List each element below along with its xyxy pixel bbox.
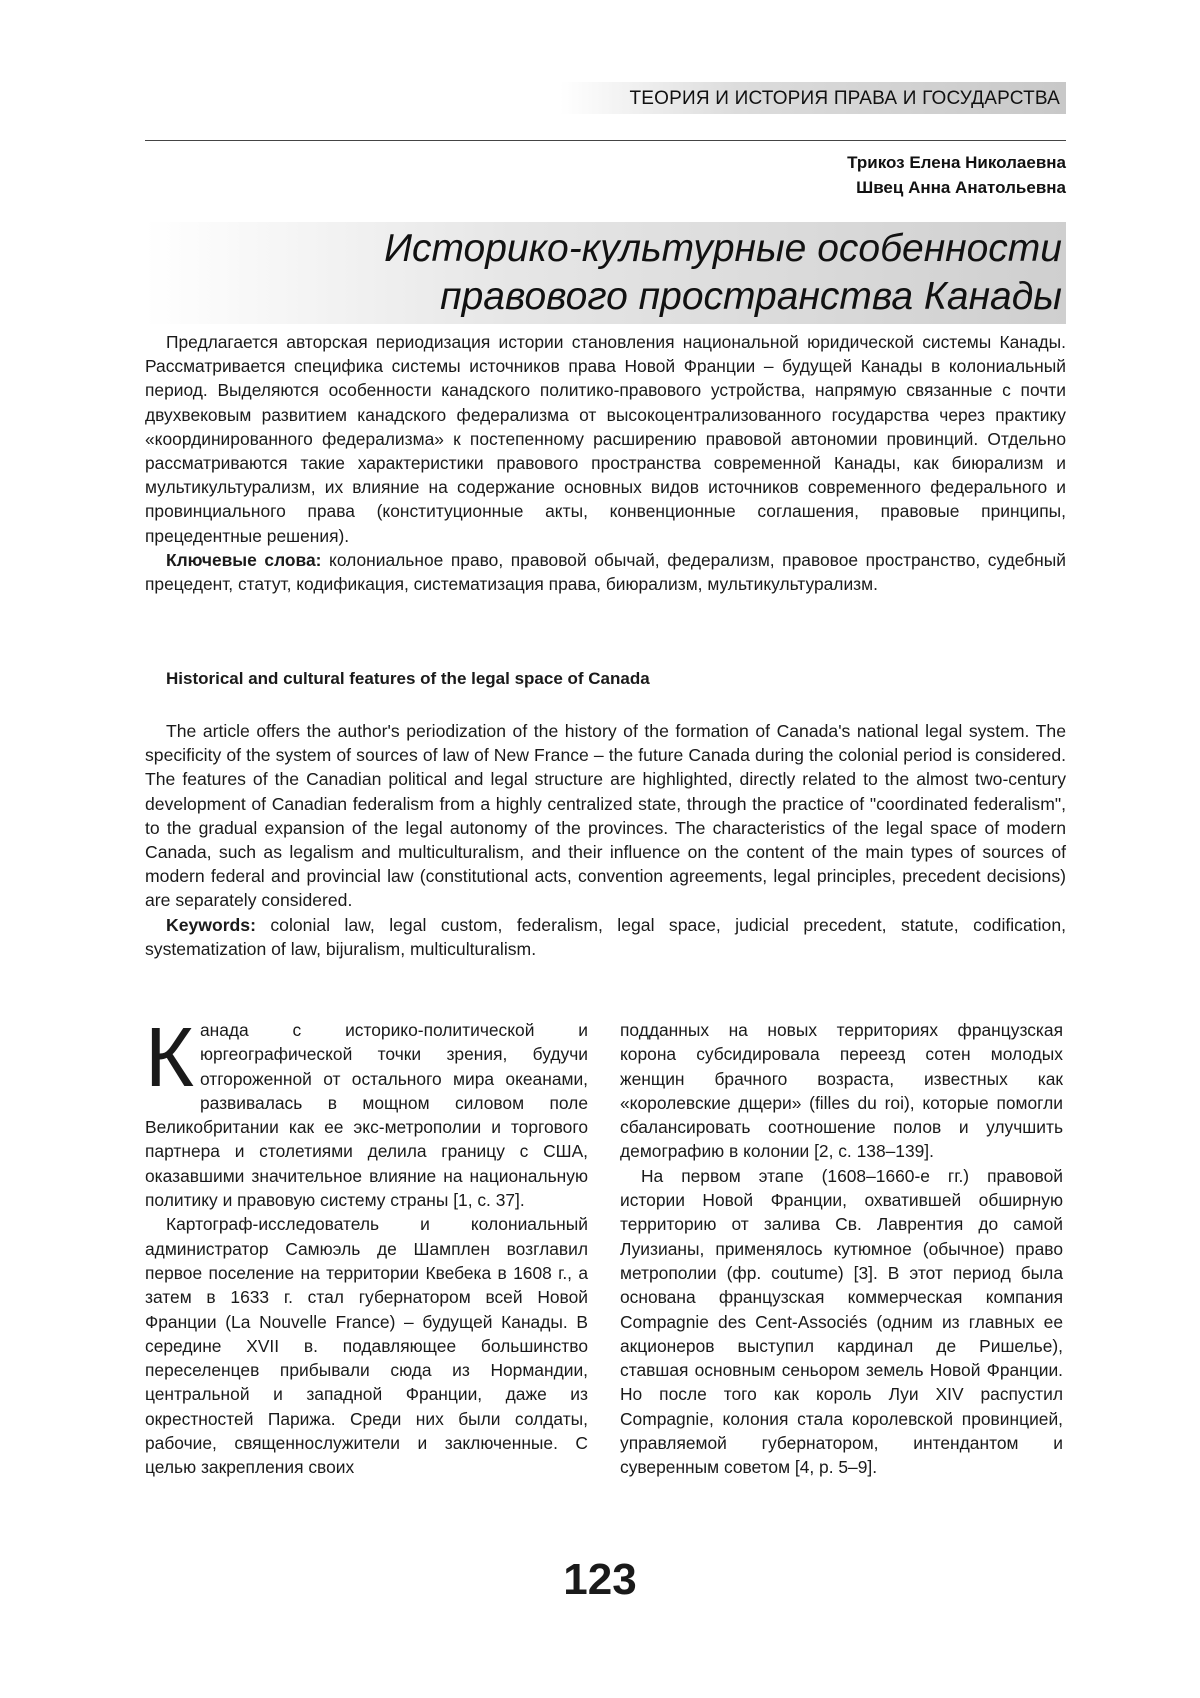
body-column-left	[145, 1010, 588, 1480]
abstract-text: The article offers the author's periodization of the history of the formation of Canada's national legal system. The specificity of the system of sources of law of New France – the future Canada during the colonial period is considered. The features of the Canadian political and legal structure are highlighted, directly related to the almost two-century development of Canadian federalism from a highly centralized state, through the practice of "coordinated federalism", to the gradual expansion of the legal autonomy of the provinces. The characteristics of the legal space of modern Canada, such as legalism and multiculturalism, and their influence on the content of the main types of sources of modern federal and provincial law (constitutional acts, convention agreements, legal principles, precedent decisions) are separately considered.	[145, 721, 1066, 911]
authors	[847, 150, 1066, 200]
title-line: Историко-культурные особенности	[384, 227, 1062, 270]
keywords-label: Keywords:	[166, 914, 256, 935]
body-paragraph: Картограф-исследователь и колониальный администратор Самюэль де Шамплен возглавил первое поселение на территории Квебека в 1608 г., а затем в 1633 г. стал губернатором всей Новой Франции (La Nouvelle France) – будущей Канады. В середине XVII в. подавляющее большинство переселенцев прибывали сюда из Нормандии, центральной и западной Франции, даже из окрестностей Парижа. Среди них были солдаты, рабочие, священнослужители и заключенные. С целью закрепления своих	[145, 1214, 588, 1478]
english-title: Historical and cultural features of the legal space of Canada	[166, 669, 650, 688]
body-paragraph: На первом этапе (1608–1660-е гг.) правовой истории Новой Франции, охватившей обширную территорию от залива Св. Лаврентия до самой Луизианы, применялось кутюмное (обычное) право метрополии (фр. coutume) [3]. В этот период была основана французская коммерческая компания Compagnie des Cent-Associés (одним из главных ее акционеров выступил кардинал де Ришелье), ставшая основным сеньором земель Новой Франции. Но после того как король Луи XIV распустил Compagnie, колония стала королевской провинцией, управляемой губернатором, интендантом и суверенным советом [4, p. 5–9].	[620, 1165, 1063, 1478]
header-rule	[145, 140, 1066, 141]
body-column-right	[620, 1018, 1063, 1480]
section-header: ТЕОРИЯ И ИСТОРИЯ ПРАВА И ГОСУДАРСТВА	[629, 88, 1060, 109]
keywords-paragraph	[145, 548, 1066, 596]
title-line: правового пространства Канады	[440, 275, 1062, 318]
keywords-paragraph	[145, 913, 1066, 961]
abstract-english	[145, 719, 1066, 961]
drop-cap: К	[145, 1010, 194, 1104]
author-name: Трикоз Елена Николаевна	[847, 153, 1066, 172]
author-name: Швец Анна Анатольевна	[856, 178, 1066, 197]
keywords-text: colonial law, legal custom, federalism, legal space, judicial precedent, statute, codification, systematization of law, bijuralism, multiculturalism.	[145, 914, 1066, 959]
keywords-text: колониальное право, правовой обычай, федерализм, правовое пространство, судебный прецедент, статут, кодификация, систематизация права, биюрализм, мультикультурализм.	[145, 549, 1066, 595]
keywords-label: Ключевые слова:	[166, 549, 322, 570]
article-title	[384, 225, 1062, 321]
paragraph-text: анада с историко-политической и юргеографической точки зрения, будучи отгороженной от остального мира океанами, развивалась в мощном силовом поле Великобритании как ее экс-метрополии и торгового партнера и столетиями делила границу с США, оказавшими значительное влияние на национальную политику и правовую систему страны [1, с. 37].	[145, 1020, 588, 1211]
abstract-text: Предлагается авторская периодизация истории становления национальной юридической системы Канады. Рассматривается специфика системы источников права Новой Франции – будущей Канады в колониальный период. Выделяются особенности канадского политико-правового устройства, напрямую связанные с почти двухвековым развитием канадского федерализма от высокоцентрализованного государства через практику «координированного федерализма» к постепенному расширению правовой автономии провинций. Отдельно рассматриваются такие характеристики правового пространства современной Канады, как биюрализм и мультикультурализм, их влияние на содержание основных видов источников современного федерального и провинциального права (конституционные акты, конвенционные соглашения, правовые принципы, прецедентные решения).	[145, 332, 1066, 546]
abstract-russian	[145, 330, 1066, 596]
body-paragraph: подданных на новых территориях французская корона субсидировала переезд сотен молодых женщин брачного возраста, известных как «королевские дщери» (filles du roi), которые помогли сбалансировать соотношение полов и улучшить демографию в колонии [2, с. 138–139].	[620, 1020, 1063, 1162]
body-paragraph	[145, 1010, 588, 1212]
page-number: 123	[563, 1555, 637, 1604]
